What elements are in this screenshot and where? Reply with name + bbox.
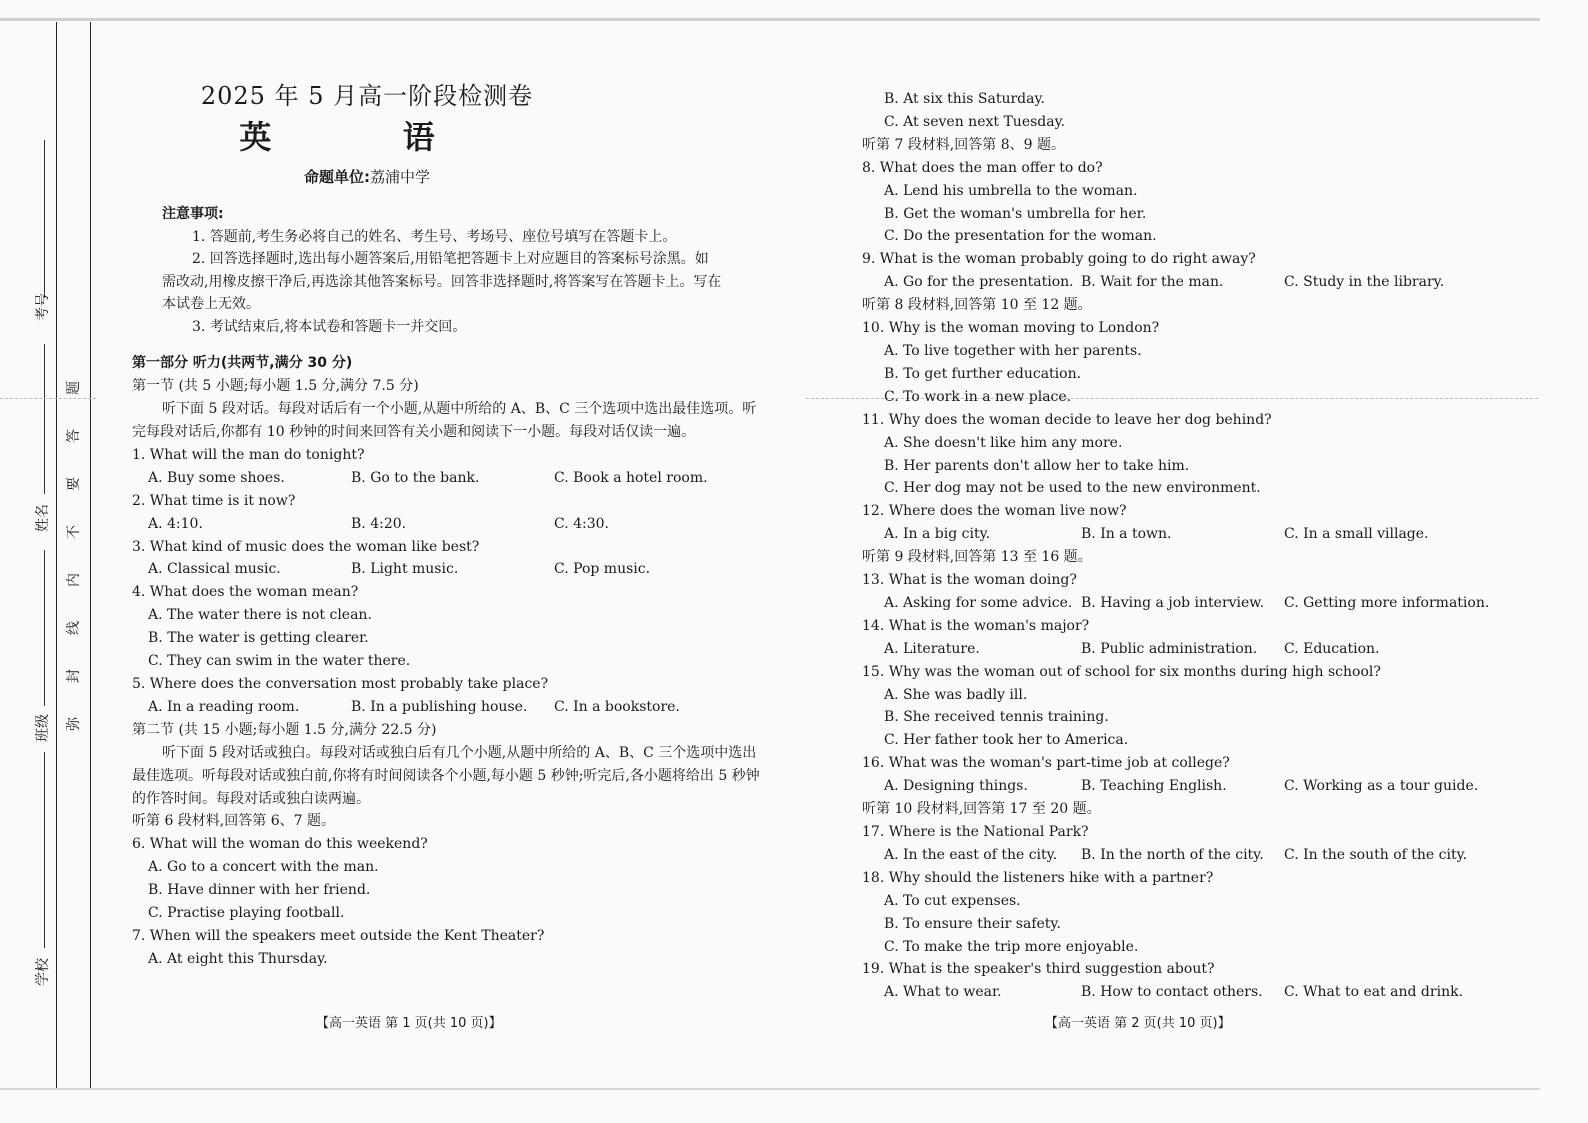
seal-char: 内 (66, 573, 82, 587)
question-stem: 11. Why does the woman decide to leave her dog behind? (862, 411, 1272, 428)
exam-notes (132, 203, 722, 338)
option-c: C. In a small village. (1284, 526, 1429, 543)
author-name: 荔浦中学 (369, 168, 430, 186)
option-a: A. She doesn't like him any more. (884, 434, 1123, 451)
option-b: B. Teaching English. (1081, 778, 1227, 795)
note-item: 2. 回答选择题时,选出每小题答案后,用铅笔把答题卡上对应题目的答案标号涂黑。如需改动,用橡皮擦干净后,再选涂其他答案标号。回答非选择题时,将答案写在答题卡上。写在本试卷上无效。 (162, 251, 722, 313)
option-b: B. Her parents don't allow her to take him. (884, 457, 1190, 474)
option-a: A. Go to a concert with the man. (148, 859, 379, 876)
field-banji: 班级 (35, 714, 51, 742)
option-b: B. Get the woman's umbrella for her. (884, 205, 1147, 222)
options-row (862, 981, 1502, 1004)
option-b: B. At six this Saturday. (884, 91, 1045, 107)
option-a: A. Go for the presentation. (884, 274, 1074, 291)
subject-title: 英 语 (239, 118, 495, 156)
option-c: C. Pop music. (554, 561, 651, 578)
seal-char: 线 (66, 621, 82, 635)
page-1 (132, 78, 762, 971)
notes-heading: 注意事项: (162, 205, 224, 222)
question-stem: 8. What does the man offer to do? (862, 159, 1103, 176)
option-b: B. How to contact others. (1081, 984, 1263, 1001)
option-a: A. Designing things. (884, 778, 1028, 795)
options-row (862, 844, 1502, 867)
option-c: C. Practise playing football. (148, 905, 345, 922)
options-row (132, 696, 762, 719)
question-stem: 14. What is the woman's major? (862, 617, 1090, 634)
question-stem: 6. What will the woman do this weekend? (132, 836, 428, 853)
binding-margin (0, 22, 96, 1088)
option-c: C. Do the presentation for the woman. (884, 228, 1157, 245)
option-b: B. 4:20. (351, 515, 407, 532)
option-a: A. Classical music. (148, 561, 281, 578)
option-c: C. They can swim in the water there. (148, 653, 411, 670)
options-row (862, 775, 1502, 798)
option-c: C. 4:30. (554, 515, 610, 532)
option-b: B. To ensure their safety. (884, 915, 1061, 932)
margin-line-2 (90, 22, 91, 1088)
option-c: C. Study in the library. (1284, 274, 1445, 291)
question-stem: 13. What is the woman doing? (862, 572, 1077, 589)
option-b: B. Go to the bank. (351, 469, 480, 486)
option-b: B. Have dinner with her friend. (148, 882, 371, 899)
option-a: A. Buy some shoes. (148, 469, 285, 486)
option-c: C. Her father took her to America. (884, 732, 1129, 749)
fill-line-banji (44, 550, 45, 706)
fill-line-kaohao (44, 140, 45, 298)
option-b: B. In the north of the city. (1081, 846, 1264, 863)
option-a: A. To live together with her parents. (884, 342, 1142, 359)
options-row (862, 638, 1502, 661)
seal-char: 答 (66, 429, 82, 443)
question-stem: 2. What time is it now? (132, 492, 296, 509)
option-c: C. Education. (1284, 640, 1380, 657)
option-a: A. She was badly ill. (884, 686, 1028, 703)
material-label: 听第 10 段材料,回答第 17 至 20 题。 (862, 801, 1101, 818)
question-stem: 18. Why should the listeners hike with a partner? (862, 869, 1214, 886)
seal-char: 题 (66, 381, 82, 395)
option-c: C. What to eat and drink. (1284, 984, 1464, 1001)
options-row (862, 592, 1502, 615)
option-a: A. At eight this Thursday. (148, 950, 328, 967)
section2-heading: 第二节 (共 15 小题;每小题 1.5 分,满分 22.5 分) (132, 721, 437, 738)
question-stem: 4. What does the woman mean? (132, 584, 359, 601)
option-c: C. To work in a new place. (884, 388, 1072, 405)
seal-char: 弥 (66, 717, 82, 731)
option-a: A. Lend his umbrella to the woman. (884, 182, 1138, 199)
note-item: 3. 考试结束后,将本试卷和答题卡一并交回。 (192, 318, 467, 335)
option-b: B. Light music. (351, 561, 459, 578)
page-footer-2: 【高一英语 第 2 页(共 10 页)】 (1045, 1016, 1231, 1031)
material-label: 听第 6 段材料,回答第 6、7 题。 (132, 813, 335, 830)
field-xuexiao: 学校 (35, 958, 51, 986)
option-c: C. At seven next Tuesday. (884, 113, 1066, 130)
option-c: C. In a bookstore. (554, 698, 680, 715)
page-2 (862, 88, 1502, 1004)
author-label: 命题单位: (303, 168, 370, 186)
options-row (132, 513, 762, 536)
option-c: C. Her dog may not be used to the new environment. (884, 480, 1261, 497)
question-stem: 16. What was the woman's part-time job at college? (862, 755, 1230, 772)
section1-instructions: 听下面 5 段对话。每段对话后有一个小题,从题中所给的 A、B、C 三个选项中选出最佳选项。听完每段对话后,你都有 10 秒钟的时间来回答有关小题和阅读下一小题。每段对话仅读一遍。 (132, 401, 757, 441)
option-a: A. Literature. (884, 640, 980, 657)
options-row (132, 467, 762, 490)
option-c: C. Getting more information. (1284, 594, 1490, 611)
options-row (862, 271, 1502, 294)
option-b: B. In a town. (1081, 526, 1172, 543)
part1-heading: 第一部分 听力(共两节,满分 30 分) (132, 355, 353, 372)
field-kaohao: 考号 (35, 293, 51, 321)
option-b: B. In a publishing house. (351, 698, 528, 715)
option-c: C. Working as a tour guide. (1284, 778, 1479, 795)
option-a: A. In a reading room. (148, 698, 300, 715)
question-stem: 5. Where does the conversation most probably take place? (132, 676, 549, 692)
scan-top-edge (0, 18, 1540, 21)
option-c: C. To make the trip more enjoyable. (884, 938, 1139, 955)
margin-line-1 (56, 22, 57, 1088)
section1-heading: 第一节 (共 5 小题;每小题 1.5 分,满分 7.5 分) (132, 378, 419, 395)
question-stem: 17. Where is the National Park? (862, 824, 1089, 840)
material-label: 听第 7 段材料,回答第 8、9 题。 (862, 136, 1065, 153)
option-b: B. Wait for the man. (1081, 274, 1224, 291)
option-b: B. Public administration. (1081, 640, 1258, 657)
seal-char: 要 (66, 477, 82, 491)
options-row (862, 523, 1502, 546)
fill-line-xuexiao (44, 752, 45, 948)
question-stem: 15. Why was the woman out of school for six months during high school? (862, 663, 1381, 680)
option-b: B. Having a job interview. (1081, 594, 1265, 611)
question-stem: 7. When will the speakers meet outside the Kent Theater? (132, 927, 545, 944)
options-row (132, 558, 762, 581)
option-b: B. To get further education. (884, 365, 1082, 382)
option-a: A. Asking for some advice. (884, 594, 1073, 611)
option-a: A. 4:10. (148, 515, 203, 532)
material-label: 听第 8 段材料,回答第 10 至 12 题。 (862, 297, 1092, 314)
field-xingming: 姓名 (35, 504, 51, 532)
seal-char: 不 (66, 525, 82, 539)
question-stem: 9. What is the woman probably going to do right away? (862, 251, 1256, 268)
option-c: C. In the south of the city. (1284, 846, 1468, 863)
question-stem: 12. Where does the woman live now? (862, 503, 1127, 520)
option-a: A. In a big city. (884, 526, 991, 543)
question-stem: 10. Why is the woman moving to London? (862, 320, 1160, 337)
option-b: B. She received tennis training. (884, 709, 1109, 726)
material-label: 听第 9 段材料,回答第 13 至 16 题。 (862, 549, 1092, 566)
scan-bottom-edge (0, 1088, 1540, 1090)
question-stem: 19. What is the speaker's third suggestion about? (862, 961, 1215, 978)
author-line (132, 166, 602, 189)
fold-line-left (0, 398, 96, 400)
section2-instructions: 听下面 5 段对话或独白。每段对话或独白后有几个小题,从题中所给的 A、B、C 三个选项中选出最佳选项。听每段对话或独白前,你将有时间阅读各个小题,每小题 5 秒钟;听完后,各小题将给出 5 秒钟的作答时间。每段对话或独白读两遍。 (132, 744, 760, 807)
seal-char: 封 (66, 669, 82, 683)
option-a: A. To cut expenses. (884, 892, 1021, 909)
note-item: 1. 答题前,考生务必将自己的姓名、考生号、考场号、座位号填写在答题卡上。 (192, 228, 677, 245)
option-a: A. The water there is not clean. (148, 607, 372, 624)
question-stem: 1. What will the man do tonight? (132, 446, 365, 463)
exam-title: 2025 年 5 月高一阶段检测卷 (200, 82, 534, 110)
option-a: A. What to wear. (884, 984, 1002, 1001)
page-footer-1: 【高一英语 第 1 页(共 10 页)】 (316, 1016, 502, 1031)
option-b: B. The water is getting clearer. (148, 630, 369, 647)
option-c: C. Book a hotel room. (554, 469, 708, 486)
fill-line-xingming (44, 344, 45, 494)
question-stem: 3. What kind of music does the woman like best? (132, 538, 480, 555)
option-a: A. In the east of the city. (884, 846, 1058, 863)
